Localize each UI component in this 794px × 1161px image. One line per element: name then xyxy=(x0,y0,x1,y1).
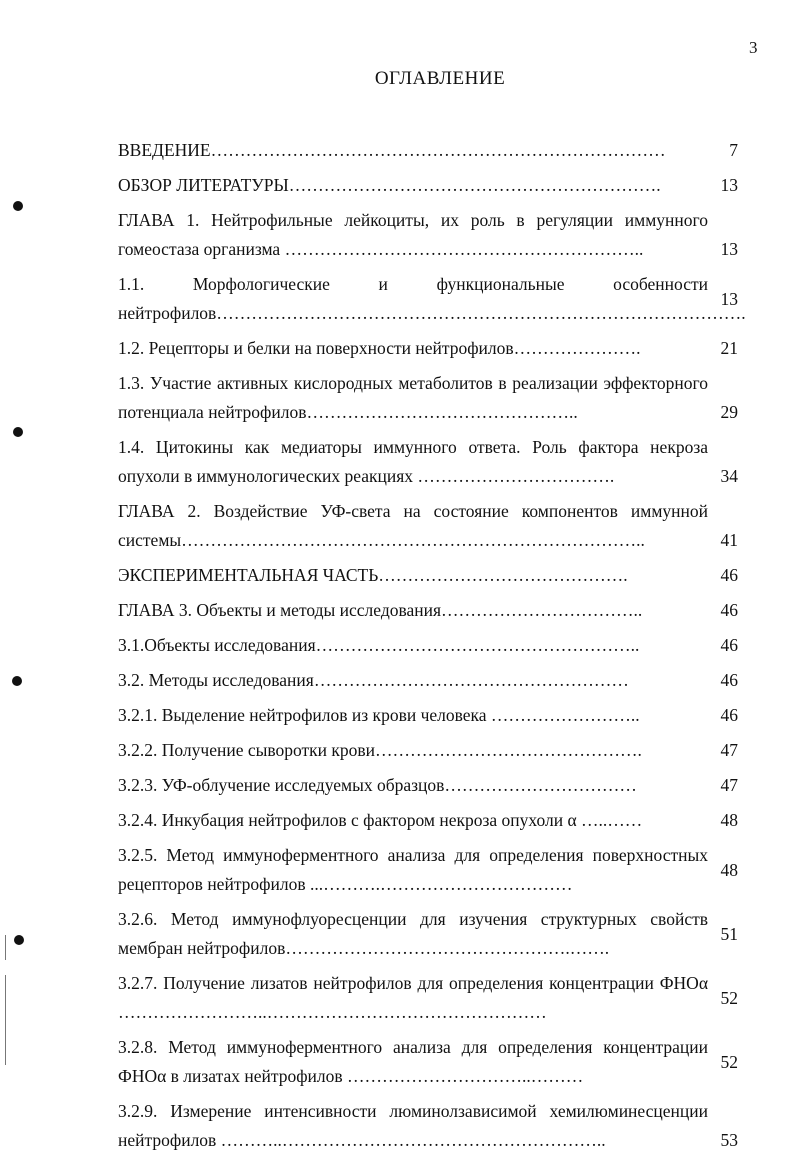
page-number: 3 xyxy=(749,38,758,57)
toc-entry-page: 29 xyxy=(720,402,738,422)
toc-entry-page: 13 xyxy=(720,288,738,309)
toc-entry-text: 3.1.Объекты исследования……………………………………………….. xyxy=(118,635,640,655)
punch-hole-mark xyxy=(12,676,22,686)
toc-entry-page: 13 xyxy=(720,175,738,195)
toc-entry xyxy=(118,433,738,491)
toc-entry-page: 13 xyxy=(720,239,738,259)
punch-hole-mark xyxy=(14,935,24,945)
page-title: ОГЛАВЛЕНИЕ xyxy=(374,68,506,89)
toc-entry-text: ГЛАВА 2. Воздействие УФ-света на состояние компонентов иммунной системы…………………………………………………………………….. xyxy=(118,501,708,550)
toc-entry xyxy=(118,666,738,695)
toc-entry-page: 51 xyxy=(720,923,738,944)
punch-hole-mark xyxy=(13,201,23,211)
toc-entry-text: 3.2.7. Получение лизатов нейтрофилов для определения концентрации ФНОα ……………………..………………………………………… xyxy=(118,973,708,1022)
toc-entry-text: ОБЗОР ЛИТЕРАТУРЫ………………………………………………………. xyxy=(118,175,661,195)
toc-entry-page: 53 xyxy=(720,1130,738,1150)
toc-entry-text: 3.2.6. Метод иммунофлуоресценции для изучения структурных свойств мембран нейтрофилов………………………………………….……. xyxy=(118,909,708,958)
toc-entry xyxy=(118,270,746,328)
toc-entry-text: 1.1. Морфологические и функциональные особенности нейтрофилов………………………………………………………………………………. xyxy=(118,274,746,323)
toc-entry-page: 46 xyxy=(720,705,738,725)
toc-entry-text: 3.2.5. Метод иммуноферментного анализа для определения поверхностных рецепторов нейтрофилов ...……….…………………………… xyxy=(118,845,708,894)
toc-entry-text: 1.2. Рецепторы и белки на поверхности нейтрофилов…………………. xyxy=(118,338,641,358)
toc-entry xyxy=(118,561,738,590)
toc-entry xyxy=(118,771,738,800)
toc-entry-text: 3.2. Методы исследования……………………………………………… xyxy=(118,670,629,690)
toc-entry-page: 52 xyxy=(720,1051,738,1072)
toc-entry-page: 46 xyxy=(720,635,738,655)
toc-entry xyxy=(118,969,738,1027)
toc-entry-page: 52 xyxy=(720,987,738,1008)
toc-entry xyxy=(118,806,738,835)
table-of-contents xyxy=(118,136,746,1161)
toc-entry-text: ГЛАВА 3. Объекты и методы исследования…………………………….. xyxy=(118,600,643,620)
toc-entry xyxy=(118,369,738,427)
toc-entry-text: ГЛАВА 1. Нейтрофильные лейкоциты, их роль в регуляции иммунного гомеостаза организма …………………………………………………….. xyxy=(118,210,708,259)
toc-entry-page: 46 xyxy=(720,600,738,620)
toc-entry-text: 3.2.9. Измерение интенсивности люминолзависимой хемилюминесценции нейтрофилов ………..……………………………………………….. xyxy=(118,1101,708,1150)
toc-entry-page: 47 xyxy=(720,740,738,760)
toc-entry-text: ЭКСПЕРИМЕНТАЛЬНАЯ ЧАСТЬ……………………………………. xyxy=(118,565,628,585)
toc-entry xyxy=(118,736,738,765)
toc-entry xyxy=(118,136,738,165)
toc-entry-text: 3.2.1. Выделение нейтрофилов из крови человека …………………….. xyxy=(118,705,640,725)
toc-entry-text: 3.2.3. УФ-облучение исследуемых образцов…………………………… xyxy=(118,775,637,795)
toc-entry-page: 21 xyxy=(720,338,738,358)
toc-entry-page: 48 xyxy=(720,810,738,830)
toc-entry-page: 7 xyxy=(729,140,738,160)
toc-entry-text: 1.3. Участие активных кислородных метаболитов в реализации эффекторного потенциала нейтрофилов……………………………………….. xyxy=(118,373,708,422)
toc-entry-page: 46 xyxy=(720,670,738,690)
toc-entry-text: 3.2.4. Инкубация нейтрофилов с фактором некроза опухоли α …..…… xyxy=(118,810,643,830)
margin-mark xyxy=(5,935,6,960)
toc-entry-text: 1.4. Цитокины как медиаторы иммунного ответа. Роль фактора некроза опухоли в иммунологических реакциях ……………………………. xyxy=(118,437,708,486)
toc-entry xyxy=(118,1097,738,1155)
punch-hole-mark xyxy=(13,427,23,437)
toc-entry xyxy=(118,596,738,625)
toc-entry-page: 34 xyxy=(720,466,738,486)
toc-entry xyxy=(118,905,738,963)
toc-entry xyxy=(118,1033,738,1091)
toc-entry xyxy=(118,206,738,264)
toc-entry xyxy=(118,171,738,200)
toc-entry-text: 3.2.8. Метод иммуноферментного анализа для определения концентрации ФНОα в лизатах нейтрофилов …………………………..……… xyxy=(118,1037,708,1086)
toc-entry xyxy=(118,631,738,660)
toc-entry-page: 48 xyxy=(720,859,738,880)
margin-mark xyxy=(5,975,6,1065)
toc-entry xyxy=(118,841,738,899)
toc-entry-text: 3.2.2. Получение сыворотки крови………………………………………. xyxy=(118,740,642,760)
toc-entry xyxy=(118,497,738,555)
toc-entry-text: ВВЕДЕНИЕ…………………………………………………………………… xyxy=(118,140,666,160)
toc-entry xyxy=(118,334,738,363)
toc-entry-page: 41 xyxy=(720,530,738,550)
toc-entry-page: 46 xyxy=(720,565,738,585)
toc-entry xyxy=(118,701,738,730)
toc-entry-page: 47 xyxy=(720,775,738,795)
